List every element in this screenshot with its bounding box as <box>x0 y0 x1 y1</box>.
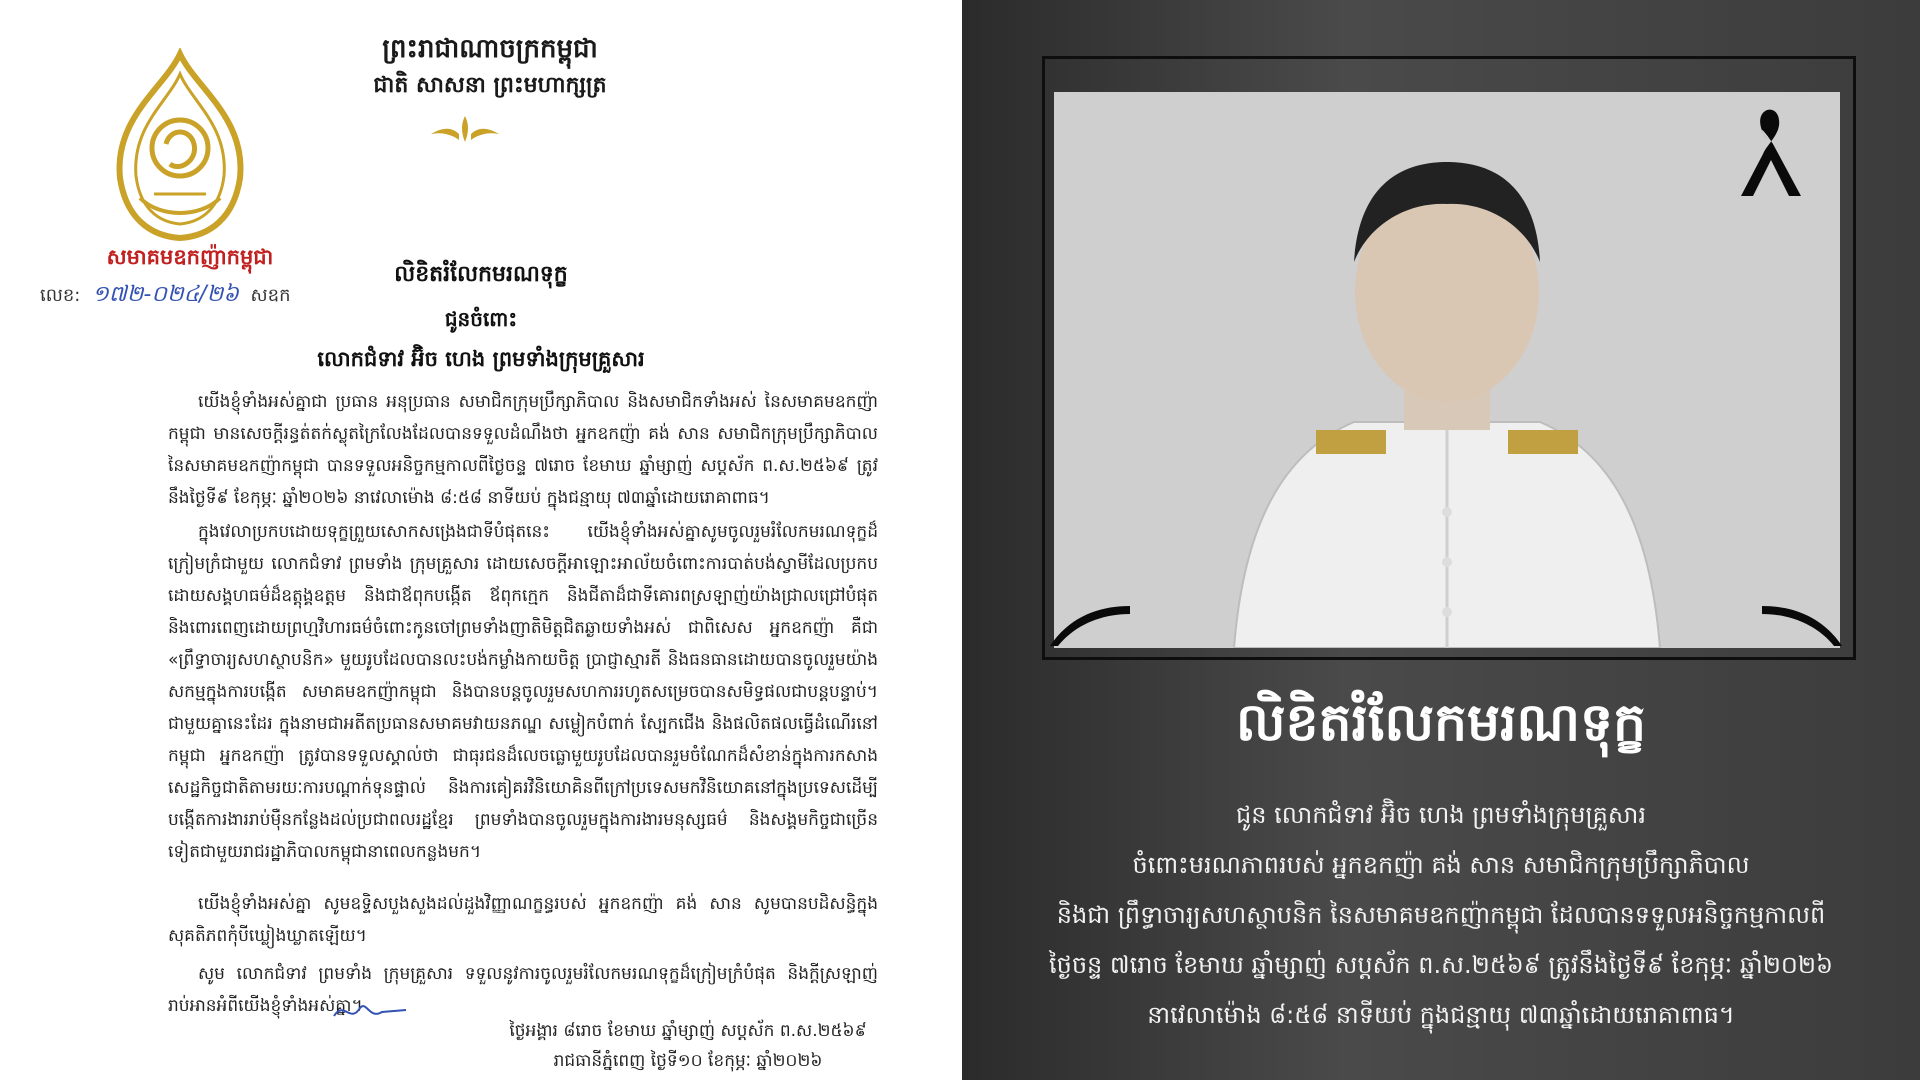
poster-line-1: ជូន លោកជំទាវ អ៊ិច ហេង ព្រមទាំងក្រុមគ្រួសារ <box>1236 801 1646 829</box>
ornament-icon <box>425 112 505 146</box>
kingdom-header <box>330 30 650 102</box>
signature-icon <box>330 996 410 1026</box>
letter-paragraph-1: យើងខ្ញុំទាំងអស់គ្នាជា ប្រធាន អនុប្រធាន សមាជិកក្រុមប្រឹក្សាភិបាល និងសមាជិកទាំងអស់ នៃសមាគមឧកញ៉ាកម្ពុជា មានសេចក្តីរន្ធត់តក់ស្លុតក្រៃលែងដែលបានទទួលដំណឹងថា អ្នកឧកញ៉ា គង់ សាន សមាជិកក្រុមប្រឹក្សាភិបាល នៃសមាគមឧកញ៉ាកម្ពុជា បានទទួលអនិច្ចកម្មកាលពីថ្ងៃចន្ទ ៧រោច ខែមាឃ ឆ្នាំម្សាញ់ សប្តស័ក ព.ស.២៥៦៩ ត្រូវនឹងថ្ងៃទី៩ ខែកុម្ភៈ ឆ្នាំ២០២៦ នាវេលាម៉ោង ៨:៥៨ នាទីយប់ ក្នុងជន្មាយុ ៧៣ឆ្នាំដោយរោគាពាធ។ <box>168 392 878 508</box>
letter-paragraph-2: ក្នុងវេលាប្រកបដោយទុក្ខព្រួយសោកសង្រេងជាទីបំផុតនេះ យើងខ្ញុំទាំងអស់គ្នាសូមចូលរួមរំលែកមរណទុក្ខដ៏ក្រៀមក្រំជាមួយ លោកជំទាវ ព្រមទាំង ក្រុមគ្រួសារ ដោយសេចក្តីអាឡោះអាល័យចំពោះការបាត់បង់ស្វាមីដែលប្រកបដោយសង្គហធម៌ដ៏ឧត្តុង្គឧត្តម និងជាឪពុកបង្កើត ឪពុកក្មេក និងជីតាដ៏ជាទីគោរពស្រឡាញ់យ៉ាងជ្រាលជ្រៅបំផុត និងពោរពេញដោយព្រហ្មវិហារធម៌ចំពោះកូនចៅព្រមទាំងញាតិមិត្តជិតឆ្ងាយទាំងអស់ ជាពិសេស អ្នកឧកញ៉ា គឺជា «ព្រឹទ្ធាចារ្យសហស្ថាបនិក» មួយរូបដែលបានលះបង់កម្លាំងកាយចិត្ត ប្រាជ្ញាស្មារតី និងធនធានដោយបានចូលរួមយ៉ាងសកម្មក្នុងការបង្កើត សមាគមឧកញ៉ាកម្ពុជា និងបានបន្តចូលរួមសហការរហូតសម្រេចបានសមិទ្ធផលជាបន្តបន្ទាប់។ ជាមួយគ្នានេះដែរ ក្នុងនាមជាអតីតប្រធានសមាគមវាយនភណ្ឌ សម្លៀកបំពាក់ ស្បែកជើង និងផលិតផលធ្វើដំណើរនៅកម្ពុជា អ្នកឧកញ៉ា ត្រូវបានទទួលស្គាល់ថា ជាធុរជនដ៏លេចធ្លោមួយរូបដែលបានរួមចំណែកដ៏សំខាន់ក្នុងការកសាងសេដ្ឋកិច្ចជាតិតាមរយៈការបណ្តាក់ទុនផ្ទាល់ និងការគៀគរវិនិយោគិនពីក្រៅប្រទេសមកវិនិយោគនៅក្នុងប្រទេសដើម្បីបង្កើតការងាររាប់ម៉ឺនកន្លែងដល់ប្រជាពលរដ្ឋខ្មែរ ព្រមទាំងបានចូលរួមក្នុងការងារមនុស្សធម៌ និងសង្គមកិច្ចជាច្រើនទៀតជាមួយរាជរដ្ឋាភិបាលកម្ពុជានាពេលកន្លងមក។ <box>168 522 878 862</box>
portrait-photo <box>1054 92 1840 648</box>
ref-prefix: លេខ: <box>40 285 81 306</box>
poster-title: លិខិតរំលែកមរណទុក្ខ <box>1235 692 1647 753</box>
poster-line-5: នាវេលាម៉ោង ៨:៥៨ នាទីយប់ ក្នុងជន្មាយុ ៧៣ឆ្នាំដោយរោគាពាធ។ <box>1147 1001 1735 1029</box>
association-logo-icon <box>100 48 260 248</box>
letter-to: ជូនចំពោះ <box>444 307 518 331</box>
letter-paragraph-3: យើងខ្ញុំទាំងអស់គ្នា សូមឧទ្ទិសបួងសួងដល់ដួងវិញ្ញាណក្ខន្ធរបស់ អ្នកឧកញ៉ា គង់ សាន សូមបានបដិសន្ធិក្នុងសុគតិភពកុំបីឃ្លៀងឃ្លាតឡើយ។ <box>168 894 878 946</box>
poster-line-4: ថ្ងៃចន្ទ ៧រោច ខែមាឃ ឆ្នាំម្សាញ់ សប្តស័ក ព.ស.២៥៦៩ ត្រូវនឹងថ្ងៃទី៩ ខែកុម្ភៈ ឆ្នាំ២០២៦ <box>1048 951 1834 979</box>
poster-line-2: ចំពោះមរណភាពរបស់ អ្នកឧកញ៉ា គង់ សាន សមាជិកក្រុមប្រឹក្សាភិបាល <box>1132 851 1750 879</box>
kingdom-motto: ជាតិ សាសនា ព្រះមហាក្សត្រ <box>373 72 607 98</box>
portrait-figure-icon <box>1054 92 1840 648</box>
kingdom-title: ព្រះរាជាណាចក្រកម្ពុជា <box>382 34 598 64</box>
letter-title: លិខិតរំលែកមរណទុក្ខ <box>394 261 568 287</box>
corner-ornament-left-icon <box>1050 606 1130 646</box>
date-lunar: ថ្ងៃអង្គារ ៨រោច ខែមាឃ ឆ្នាំម្សាញ់ សប្តស័ក ព.ស.២៥៦៩ <box>509 1021 867 1041</box>
mourning-poster <box>962 0 1920 1080</box>
letter-addressee: លោកជំទាវ អ៊ិច ហេង ព្រមទាំងក្រុមគ្រួសារ <box>317 346 645 371</box>
poster-line-3: និងជា ព្រឹទ្ធាចារ្យសហស្ថាបនិក នៃសមាគមឧកញ៉ាកម្ពុជា ដែលបានទទួលអនិច្ចកម្មកាលពី <box>1056 901 1826 929</box>
ref-number: ១៧២-០២៤/២៦ <box>92 282 239 307</box>
letter-paragraph-4: សូម លោកជំទាវ ព្រមទាំង ក្រុមគ្រួសារ ទទួលនូវការចូលរួមរំលែកមរណទុក្ខដ៏ក្រៀមក្រំបំផុត និងក្តីស្រឡាញ់រាប់អានអំពីយើងខ្ញុំទាំងអស់គ្នា។ <box>168 964 878 1016</box>
corner-ornament-right-icon <box>1762 606 1842 646</box>
black-ribbon-icon <box>1727 100 1807 200</box>
date-solar: រាជធានីភ្នំពេញ ថ្ងៃទី១០ ខែកុម្ភៈ ឆ្នាំ២០២៦ <box>553 1051 823 1071</box>
ref-suffix: សឧក <box>250 285 291 306</box>
org-name: សមាគមឧកញ៉ាកម្ពុជា <box>106 244 274 269</box>
